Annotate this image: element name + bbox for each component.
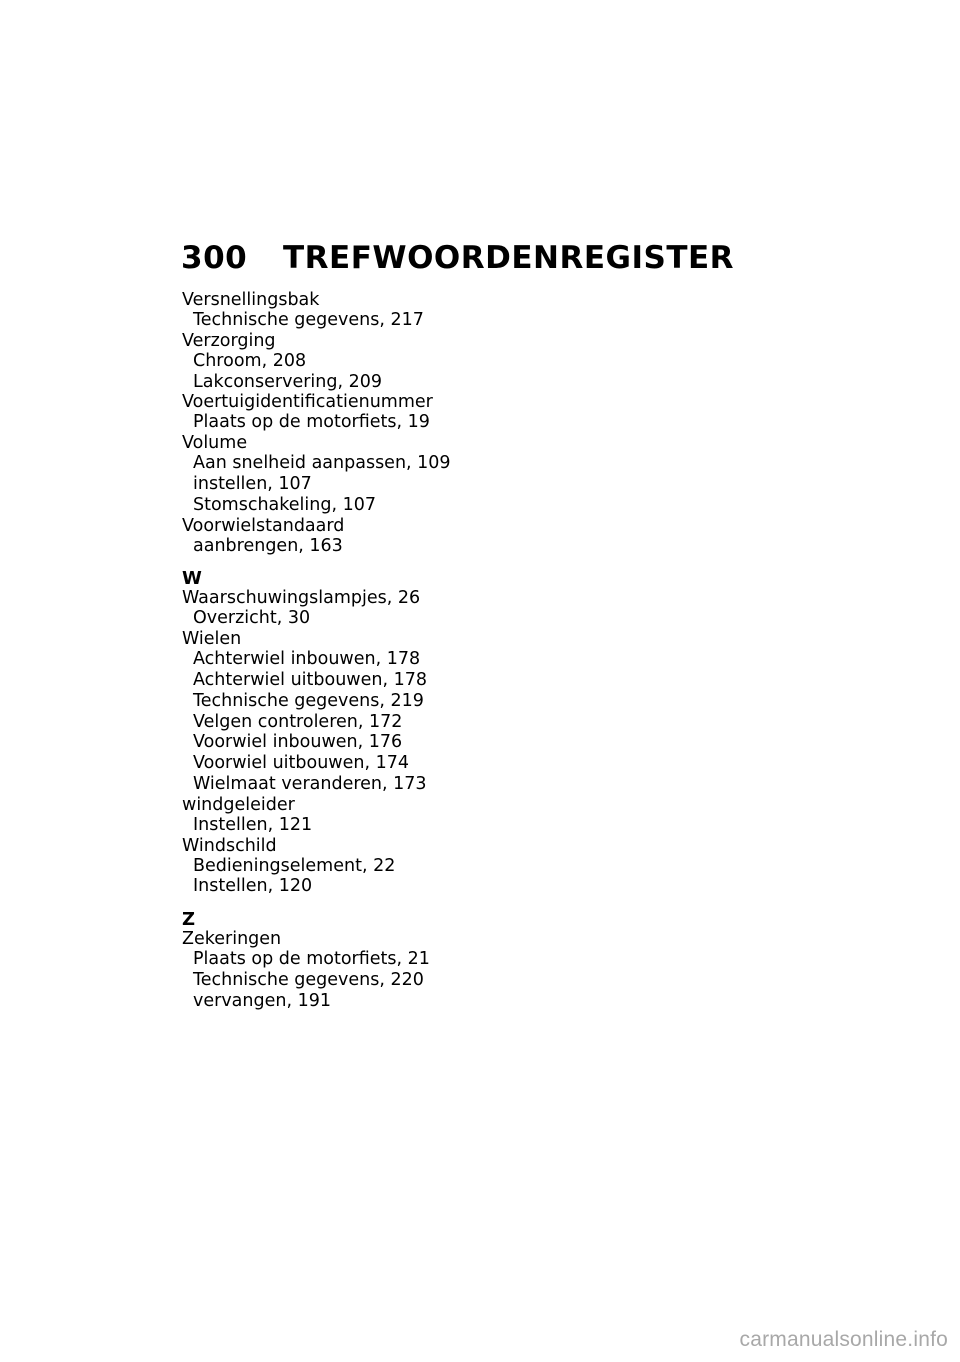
index-entry-title: Verzorging	[182, 330, 276, 351]
index-subentry[interactable]: Stomschakeling, 107	[193, 494, 377, 515]
page-number: 300	[181, 240, 248, 276]
index-subentry[interactable]: Technische gegevens, 219	[193, 690, 424, 711]
index-subentry[interactable]: instellen, 107	[193, 473, 312, 494]
letter-heading-w: W	[182, 568, 202, 590]
index-subentry[interactable]: Chroom, 208	[193, 350, 307, 371]
index-subentry[interactable]: aanbrengen, 163	[193, 535, 343, 556]
index-entry-volume	[182, 433, 562, 515]
index-entry-windgeleider	[182, 795, 562, 836]
index-entry-verzorging	[182, 331, 562, 393]
index-entry-title: Wielen	[182, 629, 242, 650]
index-entry-windschild	[182, 836, 562, 898]
index-subentry[interactable]: Instellen, 120	[193, 876, 313, 897]
index-subentry[interactable]: Wielmaat veranderen, 173	[193, 773, 427, 794]
index-subentry[interactable]: Lakconservering, 209	[193, 371, 383, 392]
index-entry-title: windgeleider	[182, 794, 295, 815]
index-entry-title: Voorwielstandaard	[182, 515, 345, 536]
index-entry-title: Voertuigidentificatienummer	[182, 392, 433, 413]
index-entry-zekeringen	[182, 929, 562, 1011]
index-subentry[interactable]: Instellen, 121	[193, 814, 313, 835]
index-subentry[interactable]: Voorwiel inbouwen, 176	[193, 732, 403, 753]
index-subentry[interactable]: Bedieningselement, 22	[193, 855, 396, 876]
index-entry-versnellingsbak	[182, 290, 562, 331]
index-subentry[interactable]: Plaats op de motorfiets, 19	[193, 412, 430, 433]
index-subentry[interactable]: Technische gegevens, 217	[193, 310, 424, 330]
letter-heading-z: Z	[182, 909, 196, 931]
index-entry-title: Zekeringen	[182, 929, 282, 950]
index-subentry[interactable]: Achterwiel inbouwen, 178	[193, 649, 421, 670]
index-entry-title: Versnellingsbak	[182, 290, 320, 310]
index-subentry[interactable]: Overzicht, 30	[193, 608, 311, 629]
watermark-text: carmanualsonline.info	[739, 1328, 948, 1351]
index-subentry[interactable]: Aan snelheid aanpassen, 109	[193, 453, 451, 474]
index-subentry[interactable]: Technische gegevens, 220	[193, 969, 424, 990]
index-entry-waarschuwingslampjes	[182, 588, 562, 629]
index-subentry[interactable]: Plaats op de motorfiets, 21	[193, 949, 430, 970]
index-entry-title: Windschild	[182, 835, 277, 856]
index-entry-wielen	[182, 629, 562, 795]
index-entry-title[interactable]: Waarschuwingslampjes, 26	[182, 588, 421, 609]
index-list	[182, 290, 562, 1012]
page-title: TREFWOORDENREGISTER	[283, 240, 735, 276]
index-subentry[interactable]: vervangen, 191	[193, 990, 331, 1011]
index-entry-voertuigidentificatienummer	[182, 392, 562, 433]
index-subentry[interactable]: Velgen controleren, 172	[193, 711, 403, 732]
index-entry-title: Volume	[182, 433, 248, 454]
index-entry-voorwielstandaard	[182, 516, 562, 557]
page-header	[181, 238, 734, 278]
index-subentry[interactable]: Achterwiel uitbouwen, 178	[193, 669, 427, 690]
index-subentry[interactable]: Voorwiel uitbouwen, 174	[193, 753, 410, 774]
